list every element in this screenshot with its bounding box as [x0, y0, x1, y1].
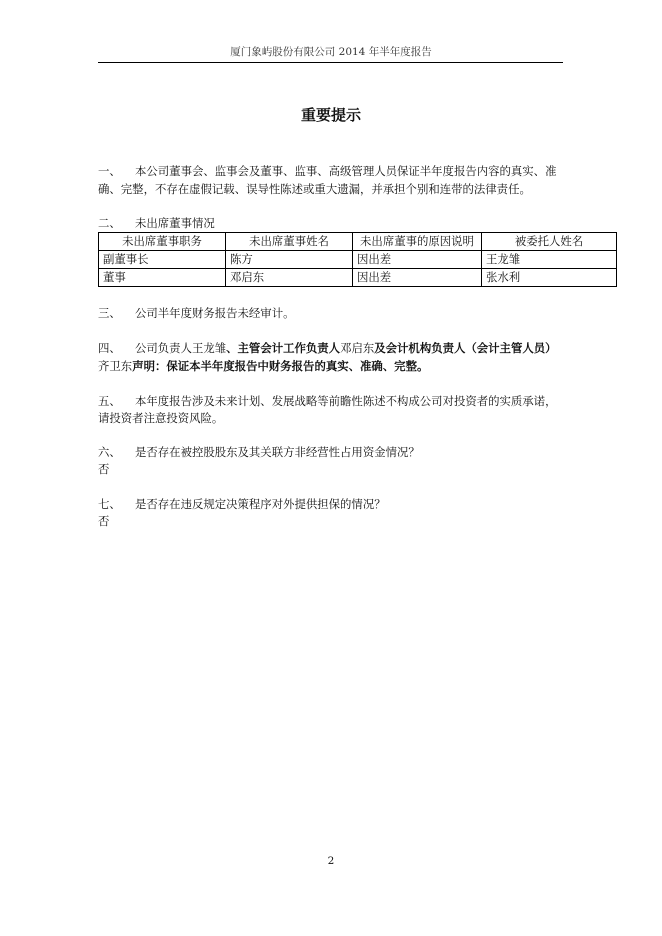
page-header: 厦门象屿股份有限公司 2014 年半年度报告	[230, 46, 432, 58]
table-cell: 因出差	[353, 269, 482, 287]
table-cell: 副董事长	[99, 251, 226, 269]
page-title: 重要提示	[300, 106, 361, 124]
absent-directors-table	[98, 232, 617, 287]
bold-text: 声明：保证本半年度报告中财务报告的真实、准确、完整。	[132, 359, 429, 373]
section-3	[98, 304, 294, 322]
table-header-cell: 未出席董事的原因说明	[353, 233, 482, 251]
table-header-cell: 被委托人姓名	[482, 233, 617, 251]
table-cell: 邓启东	[226, 269, 353, 287]
section-5-line-2: 请投资者注意投资风险。	[98, 411, 224, 425]
bold-text: 及会计机构负责人（会计主管人员）	[374, 341, 557, 355]
section-6-question	[98, 443, 420, 461]
section-num: 七、	[98, 497, 121, 511]
section-4-line-2	[98, 357, 428, 375]
section-num: 一、	[98, 164, 121, 178]
table-header-row	[99, 233, 617, 251]
section-1-line-2: 确、完整，不存在虚假记载、误导性陈述或重大遗漏，并承担个别和连带的法律责任。	[98, 182, 531, 196]
section-text: 未出席董事情况	[135, 216, 215, 230]
section-7-question	[98, 495, 386, 513]
table-cell: 王龙雏	[482, 251, 617, 269]
section-text: 是否存在被控股股东及其关联方非经营性占用资金情况？	[135, 445, 420, 459]
table-cell: 董事	[99, 269, 226, 287]
section-num: 六、	[98, 445, 121, 459]
section-num: 二、	[98, 216, 121, 230]
section-6-answer: 否	[98, 462, 110, 476]
section-text: 公司半年度财务报告未经审计。	[135, 306, 295, 320]
table-cell: 因出差	[353, 251, 482, 269]
section-text: 本公司董事会、监事会及董事、监事、高级管理人员保证半年度报告内容的真实、准	[135, 164, 557, 178]
section-1-line-1	[98, 162, 556, 180]
table-header-cell: 未出席董事姓名	[226, 233, 353, 251]
text: 公司负责人王龙雏	[135, 341, 227, 355]
text: 齐卫东	[98, 359, 133, 373]
section-text: 本年度报告涉及未来计划、发展战略等前瞻性陈述不构成公司对投资者的实质承诺，	[135, 394, 557, 408]
page-number: 2	[327, 855, 335, 867]
header-rule	[98, 62, 563, 63]
table-header-cell: 未出席董事职务	[99, 233, 226, 251]
section-text: 是否存在违反规定决策程序对外提供担保的情况？	[135, 497, 386, 511]
table-cell: 张水利	[482, 269, 617, 287]
section-4-line-1	[98, 339, 557, 357]
section-2-heading	[98, 214, 215, 232]
bold-text: 、主管会计工作负责人	[226, 341, 341, 355]
table-row	[99, 251, 617, 269]
section-num: 三、	[98, 306, 121, 320]
section-7-answer: 否	[98, 514, 110, 528]
table-row	[99, 269, 617, 287]
section-num: 四、	[98, 341, 121, 355]
table-cell: 陈方	[226, 251, 353, 269]
section-5-line-1	[98, 392, 556, 410]
section-num: 五、	[98, 394, 121, 408]
text: 邓启东	[340, 341, 375, 355]
